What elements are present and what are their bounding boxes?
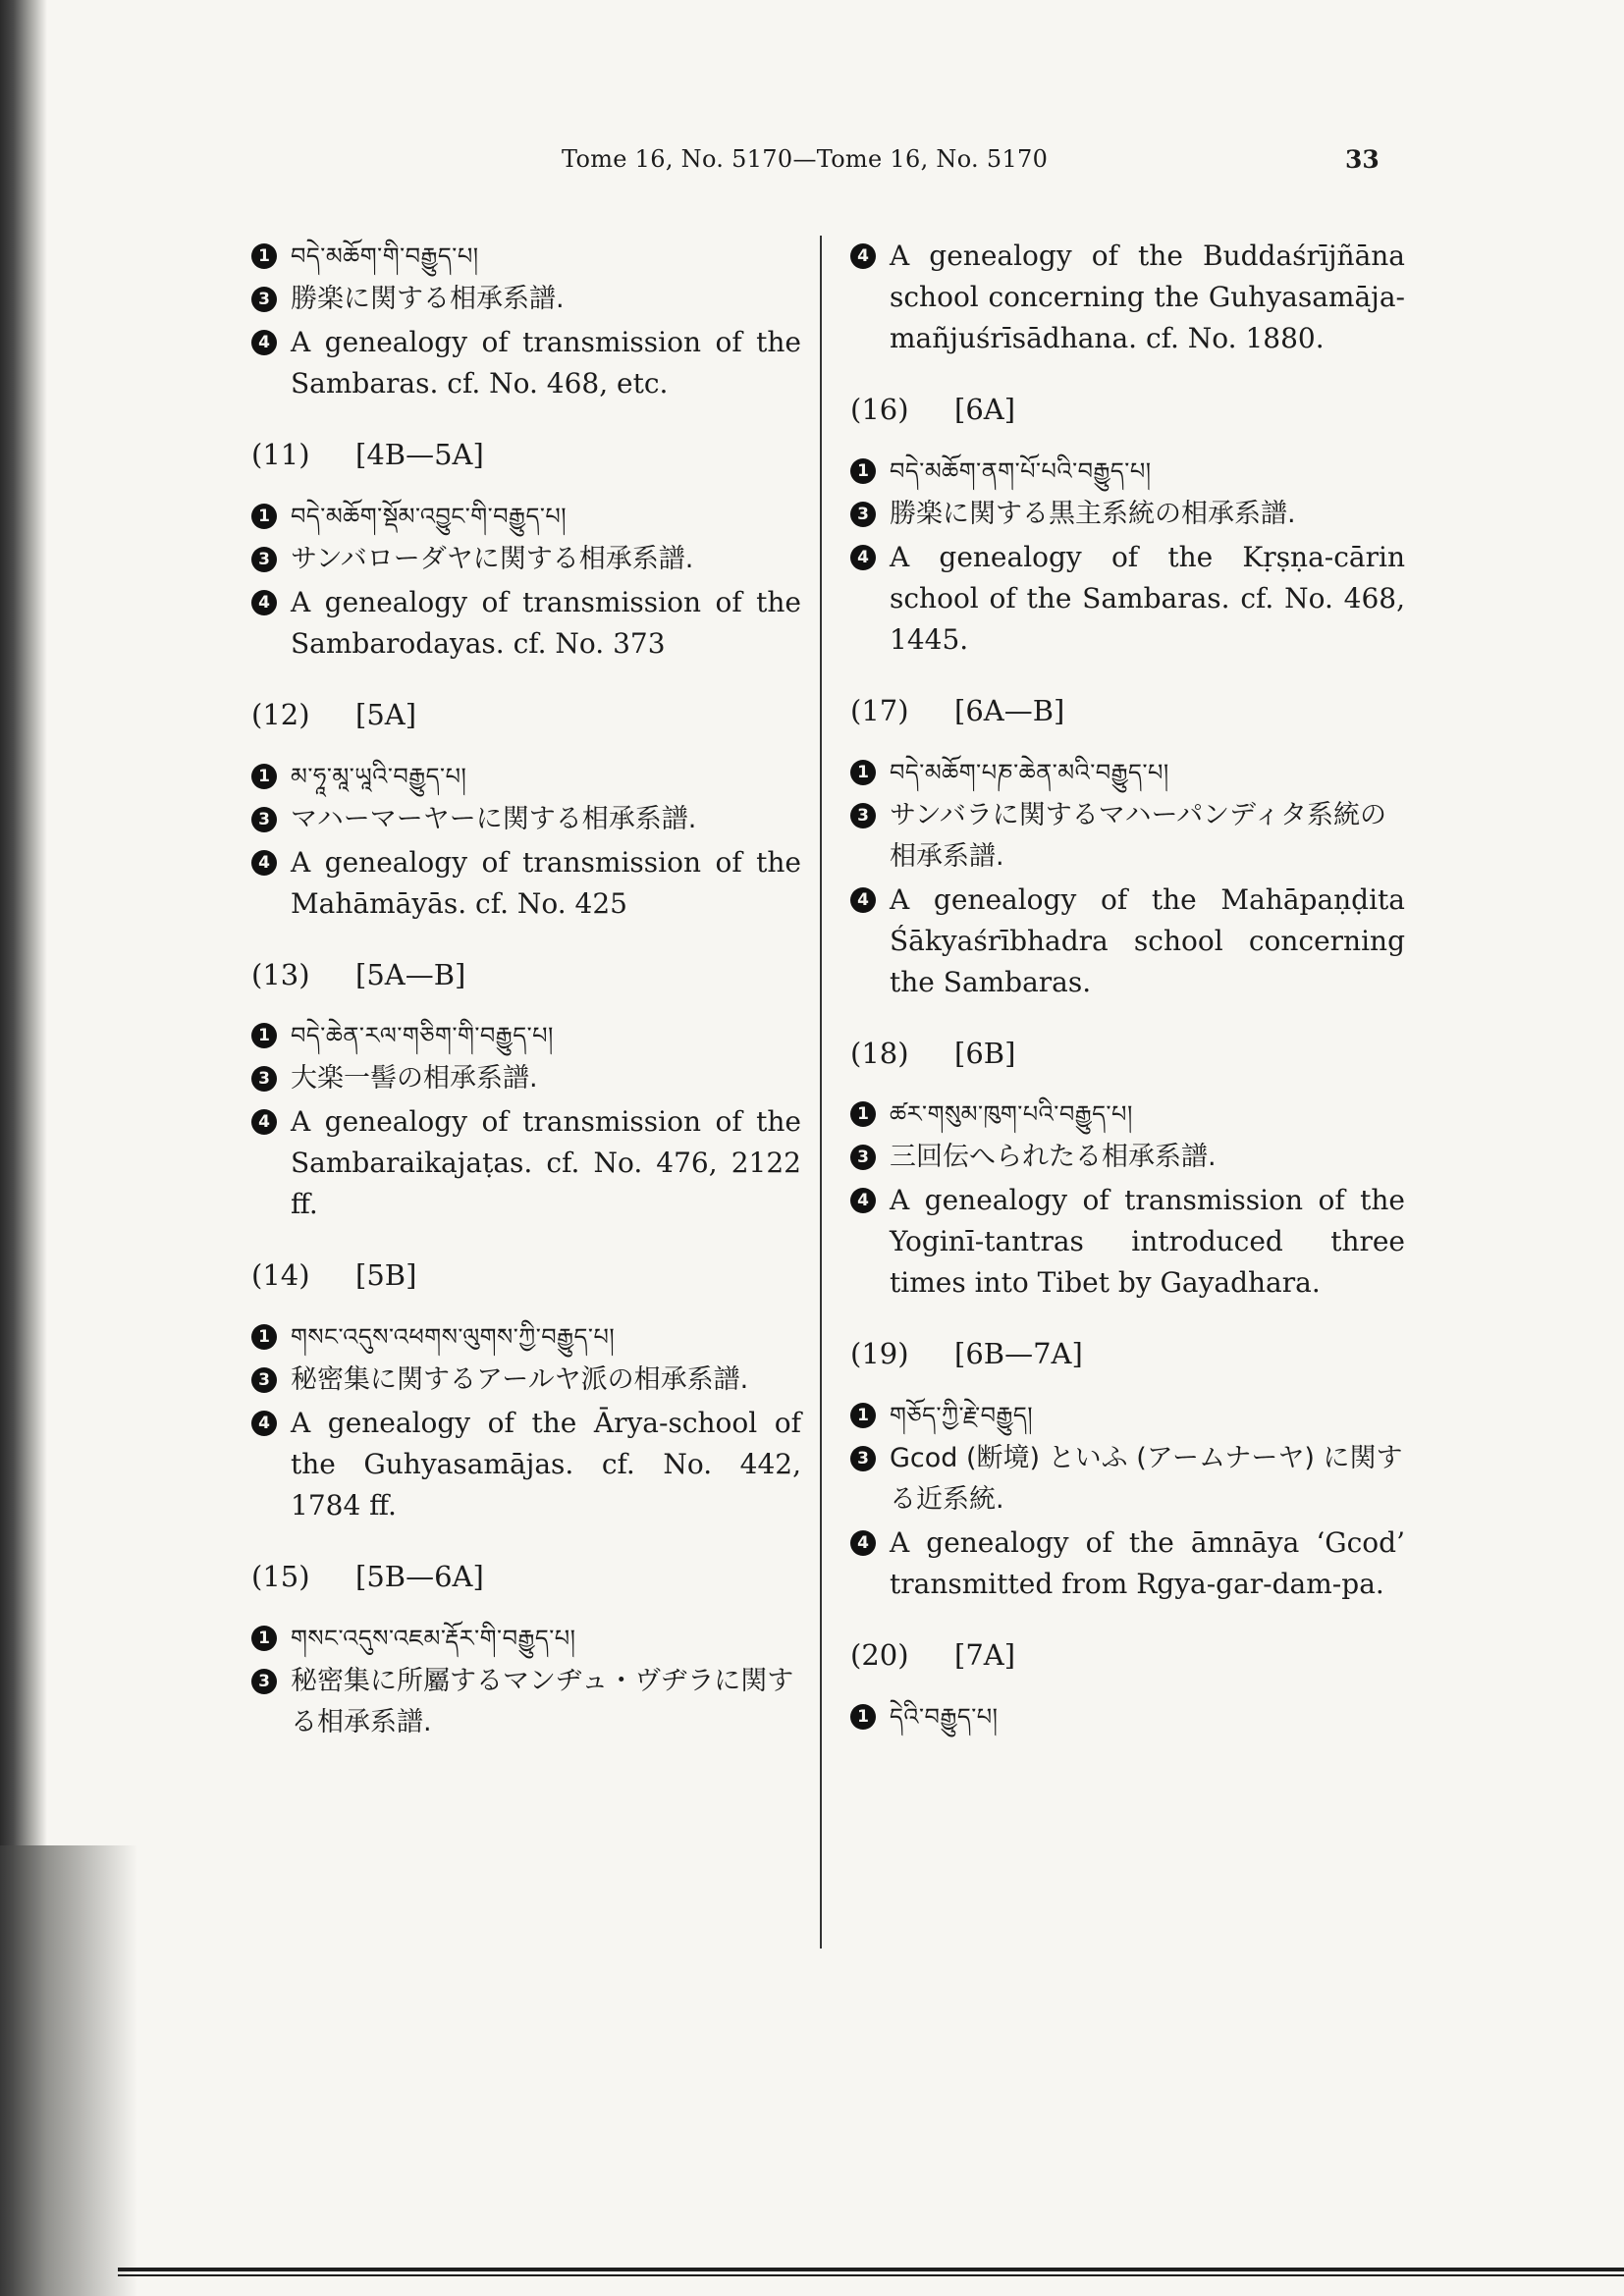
circled-number-icon: 1 [850,458,876,484]
circled-number-icon: 4 [251,850,277,876]
tibetan-title: བདེ་མཆོག་གི་བརྒྱུད་པ། [291,242,479,270]
entry-line-jp [850,1438,1405,1521]
entry-number: (12) [251,697,310,731]
circled-number-icon: 4 [251,1411,277,1436]
catalog-entry [251,236,801,404]
tibetan-title: ཚར་གསུམ་ཁུག་པའི་བརྒྱུད་པ། [890,1100,1133,1129]
folio-reference: [6B—7A] [954,1337,1083,1371]
catalog-entry [850,1337,1405,1605]
entry-line-en [850,1180,1405,1304]
english-description: A genealogy of transmission of the Sambaras. cf. No. 468, etc. [291,326,801,400]
entry-number: (17) [850,693,909,727]
right-column [850,236,1405,1771]
circled-number-icon: 1 [251,1023,277,1048]
japanese-title: 三回伝へられたる相承系譜. [890,1142,1217,1173]
catalog-entry [850,1037,1405,1305]
entry-line-jp [850,1137,1405,1178]
circled-number-icon: 4 [251,590,277,615]
tibetan-title: བདེ་མཆོག་པཎ་ཆེན་མའི་བརྒྱུད་པ། [890,758,1169,786]
entry-line-tib [251,1015,801,1056]
folio-reference: [5A] [355,697,417,731]
entry-heading [251,1258,801,1293]
circled-number-icon: 4 [850,1530,876,1556]
entry-line-jp [251,1360,801,1401]
catalog-entry [251,1258,801,1526]
entry-line-jp [251,539,801,580]
circled-number-icon: 3 [251,1669,277,1694]
folio-reference: [5B] [355,1258,417,1293]
circled-number-icon: 4 [850,887,876,913]
entry-heading [251,698,801,732]
english-description: A genealogy of the āmnāya ‘Gcod’ transmitted from Rgya-gar-dam-pa. [890,1526,1405,1601]
entry-line-tib [850,1395,1405,1436]
entry-line-jp [251,1058,801,1099]
circled-number-icon: 4 [850,243,876,269]
left-column [251,236,801,1777]
circled-number-icon: 3 [850,803,876,828]
english-description: A genealogy of the Ārya-school of the Guhyasamājas. cf. No. 442, 1784 ff. [291,1407,801,1522]
entry-heading [251,438,801,472]
catalog-entry [251,1560,801,1743]
folio-reference: [6B] [954,1036,1016,1070]
catalog-entry [251,438,801,665]
entry-line-en [850,537,1405,661]
entry-line-jp [251,279,801,320]
entry-number: (18) [850,1036,909,1070]
entry-line-en [251,322,801,404]
circled-number-icon: 3 [850,1145,876,1170]
entry-line-en [850,236,1405,359]
entry-heading [850,393,1405,427]
english-description: A genealogy of transmission of the Sambaraikajaṭas. cf. No. 476, 2122 ff. [291,1105,801,1221]
entry-heading [251,958,801,992]
circled-number-icon: 3 [251,1367,277,1393]
japanese-title: マハーマーヤーに関する相承系譜. [291,803,697,834]
english-description: A genealogy of the Kṛṣṇa-cārin school of the Sambaras. cf. No. 468, 1445. [890,540,1405,656]
entry-line-en [251,1101,801,1225]
japanese-title: サンバローダヤに関する相承系譜. [291,543,694,574]
entry-heading [850,1037,1405,1071]
circled-number-icon: 1 [251,243,277,269]
entry-heading [850,1638,1405,1673]
circled-number-icon: 1 [251,1626,277,1651]
english-description: A genealogy of transmission of the Mahāmāyās. cf. No. 425 [291,845,801,920]
catalog-entry [251,958,801,1226]
entry-line-tib [251,236,801,277]
entry-line-en [251,582,801,665]
folio-reference: [4B—5A] [355,438,484,471]
page-number: 33 [1345,145,1380,174]
circled-number-icon: 1 [850,1403,876,1428]
english-description: A genealogy of the Buddaśrījñāna school concerning the Guhyasamāja-mañjuśrīsādhana. cf. No. 1880. [890,240,1405,354]
circled-number-icon: 3 [251,547,277,572]
entry-heading [850,1337,1405,1371]
tibetan-title: བདེ་ཆེན་རལ་གཅིག་གི་བརྒྱུད་པ། [291,1022,554,1050]
folio-reference: [6A—B] [954,693,1065,727]
catalog-entry [251,698,801,925]
tibetan-title: གཅོད་ཀྱི་རྗེ་བརྒྱུད། [890,1402,1034,1430]
circled-number-icon: 1 [251,764,277,789]
catalog-entry [850,393,1405,661]
scan-shadow-corner [0,1845,137,2296]
circled-number-icon: 3 [850,502,876,527]
circled-number-icon: 3 [850,1446,876,1471]
entry-line-tib [850,752,1405,793]
entry-number: (16) [850,393,909,426]
circled-number-icon: 1 [850,1704,876,1730]
entry-line-jp [850,795,1405,878]
entry-line-en [850,1522,1405,1605]
english-description: A genealogy of transmission of the Sambarodayas. cf. No. 373 [291,585,801,660]
entry-line-jp [251,1661,801,1743]
entry-line-tib [251,1618,801,1659]
japanese-title: 大楽一髻の相承系譜. [291,1063,538,1095]
entry-number: (11) [251,438,310,471]
japanese-title: 勝楽に関する黒主系統の相承系譜. [890,498,1296,529]
circled-number-icon: 1 [251,1324,277,1350]
circled-number-icon: 4 [251,1109,277,1135]
circled-number-icon: 1 [850,760,876,785]
japanese-title: 秘密集に関するアールヤ派の相承系譜. [291,1364,749,1396]
english-description: A genealogy of the Mahāpaṇḍita Śākyaśrībhadra school concerning the Sambaras. [890,882,1405,998]
tibetan-title: མ་ཧཱ་མཱ་ཡཱའི་བརྒྱུད་པ། [291,762,467,790]
japanese-title: 秘密集に所屬するマンヂュ・ヴヂラに関する相承系譜. [291,1665,794,1737]
folio-reference: [5A—B] [355,957,466,991]
english-description: A genealogy of transmission of the Yoginī-tantras introduced three times into Tibet by Gayadhara. [890,1184,1405,1300]
japanese-title: 勝楽に関する相承系譜. [291,284,565,314]
japanese-title: サンバラに関するマハーパンディタ系統の相承系譜. [890,799,1386,872]
tibetan-title: བདེ་མཆོག་ནག་པོ་པའི་བརྒྱུད་པ། [890,456,1152,485]
catalog-entry [850,694,1405,1003]
folio-reference: [7A] [954,1638,1016,1673]
circled-number-icon: 3 [251,807,277,832]
entry-number: (13) [251,957,310,991]
entry-number: (14) [251,1258,310,1293]
tibetan-title: གསང་འདུས་འཇམ་རྡོར་གི་བརྒྱུད་པ། [291,1624,576,1652]
entry-line-jp [251,799,801,840]
entry-line-en [850,880,1405,1003]
catalog-entry [850,236,1405,359]
entry-line-tib [251,496,801,537]
entry-line-en [251,1403,801,1526]
folio-reference: [5B—6A] [355,1560,484,1594]
circled-number-icon: 3 [251,1066,277,1092]
tibetan-title: བདེ་མཆོག་སྡོམ་འབྱུང་གི་བརྒྱུད་པ། [291,502,568,530]
entry-line-tib [251,756,801,797]
entry-line-jp [850,494,1405,535]
entry-line-tib [251,1316,801,1358]
circled-number-icon: 4 [850,545,876,570]
entry-number: (20) [850,1638,909,1673]
circled-number-icon: 3 [251,287,277,312]
entry-line-tib [850,451,1405,492]
folio-reference: [6A] [954,393,1016,426]
circled-number-icon: 4 [850,1188,876,1213]
entry-number: (15) [251,1560,310,1594]
entry-number: (19) [850,1337,909,1371]
circled-number-icon: 1 [251,504,277,529]
catalog-entry [850,1638,1405,1737]
entry-line-en [251,842,801,925]
japanese-title: Gcod (断境) といふ (アームナーヤ) に関する近系統. [890,1443,1403,1516]
entry-heading [251,1560,801,1594]
circled-number-icon: 4 [251,330,277,355]
tibetan-title: གསང་འདུས་འཕགས་ལུགས་ཀྱི་བརྒྱུད་པ། [291,1323,616,1352]
running-header: Tome 16, No. 5170—Tome 16, No. 5170 [562,145,1049,173]
entry-line-tib [850,1696,1405,1737]
tibetan-title: དེའི་བརྒྱུད་པ། [890,1702,999,1731]
entry-line-tib [850,1094,1405,1135]
column-divider [820,236,822,1949]
entry-heading [850,694,1405,728]
circled-number-icon: 1 [850,1101,876,1127]
bottom-rule [118,2268,1624,2276]
